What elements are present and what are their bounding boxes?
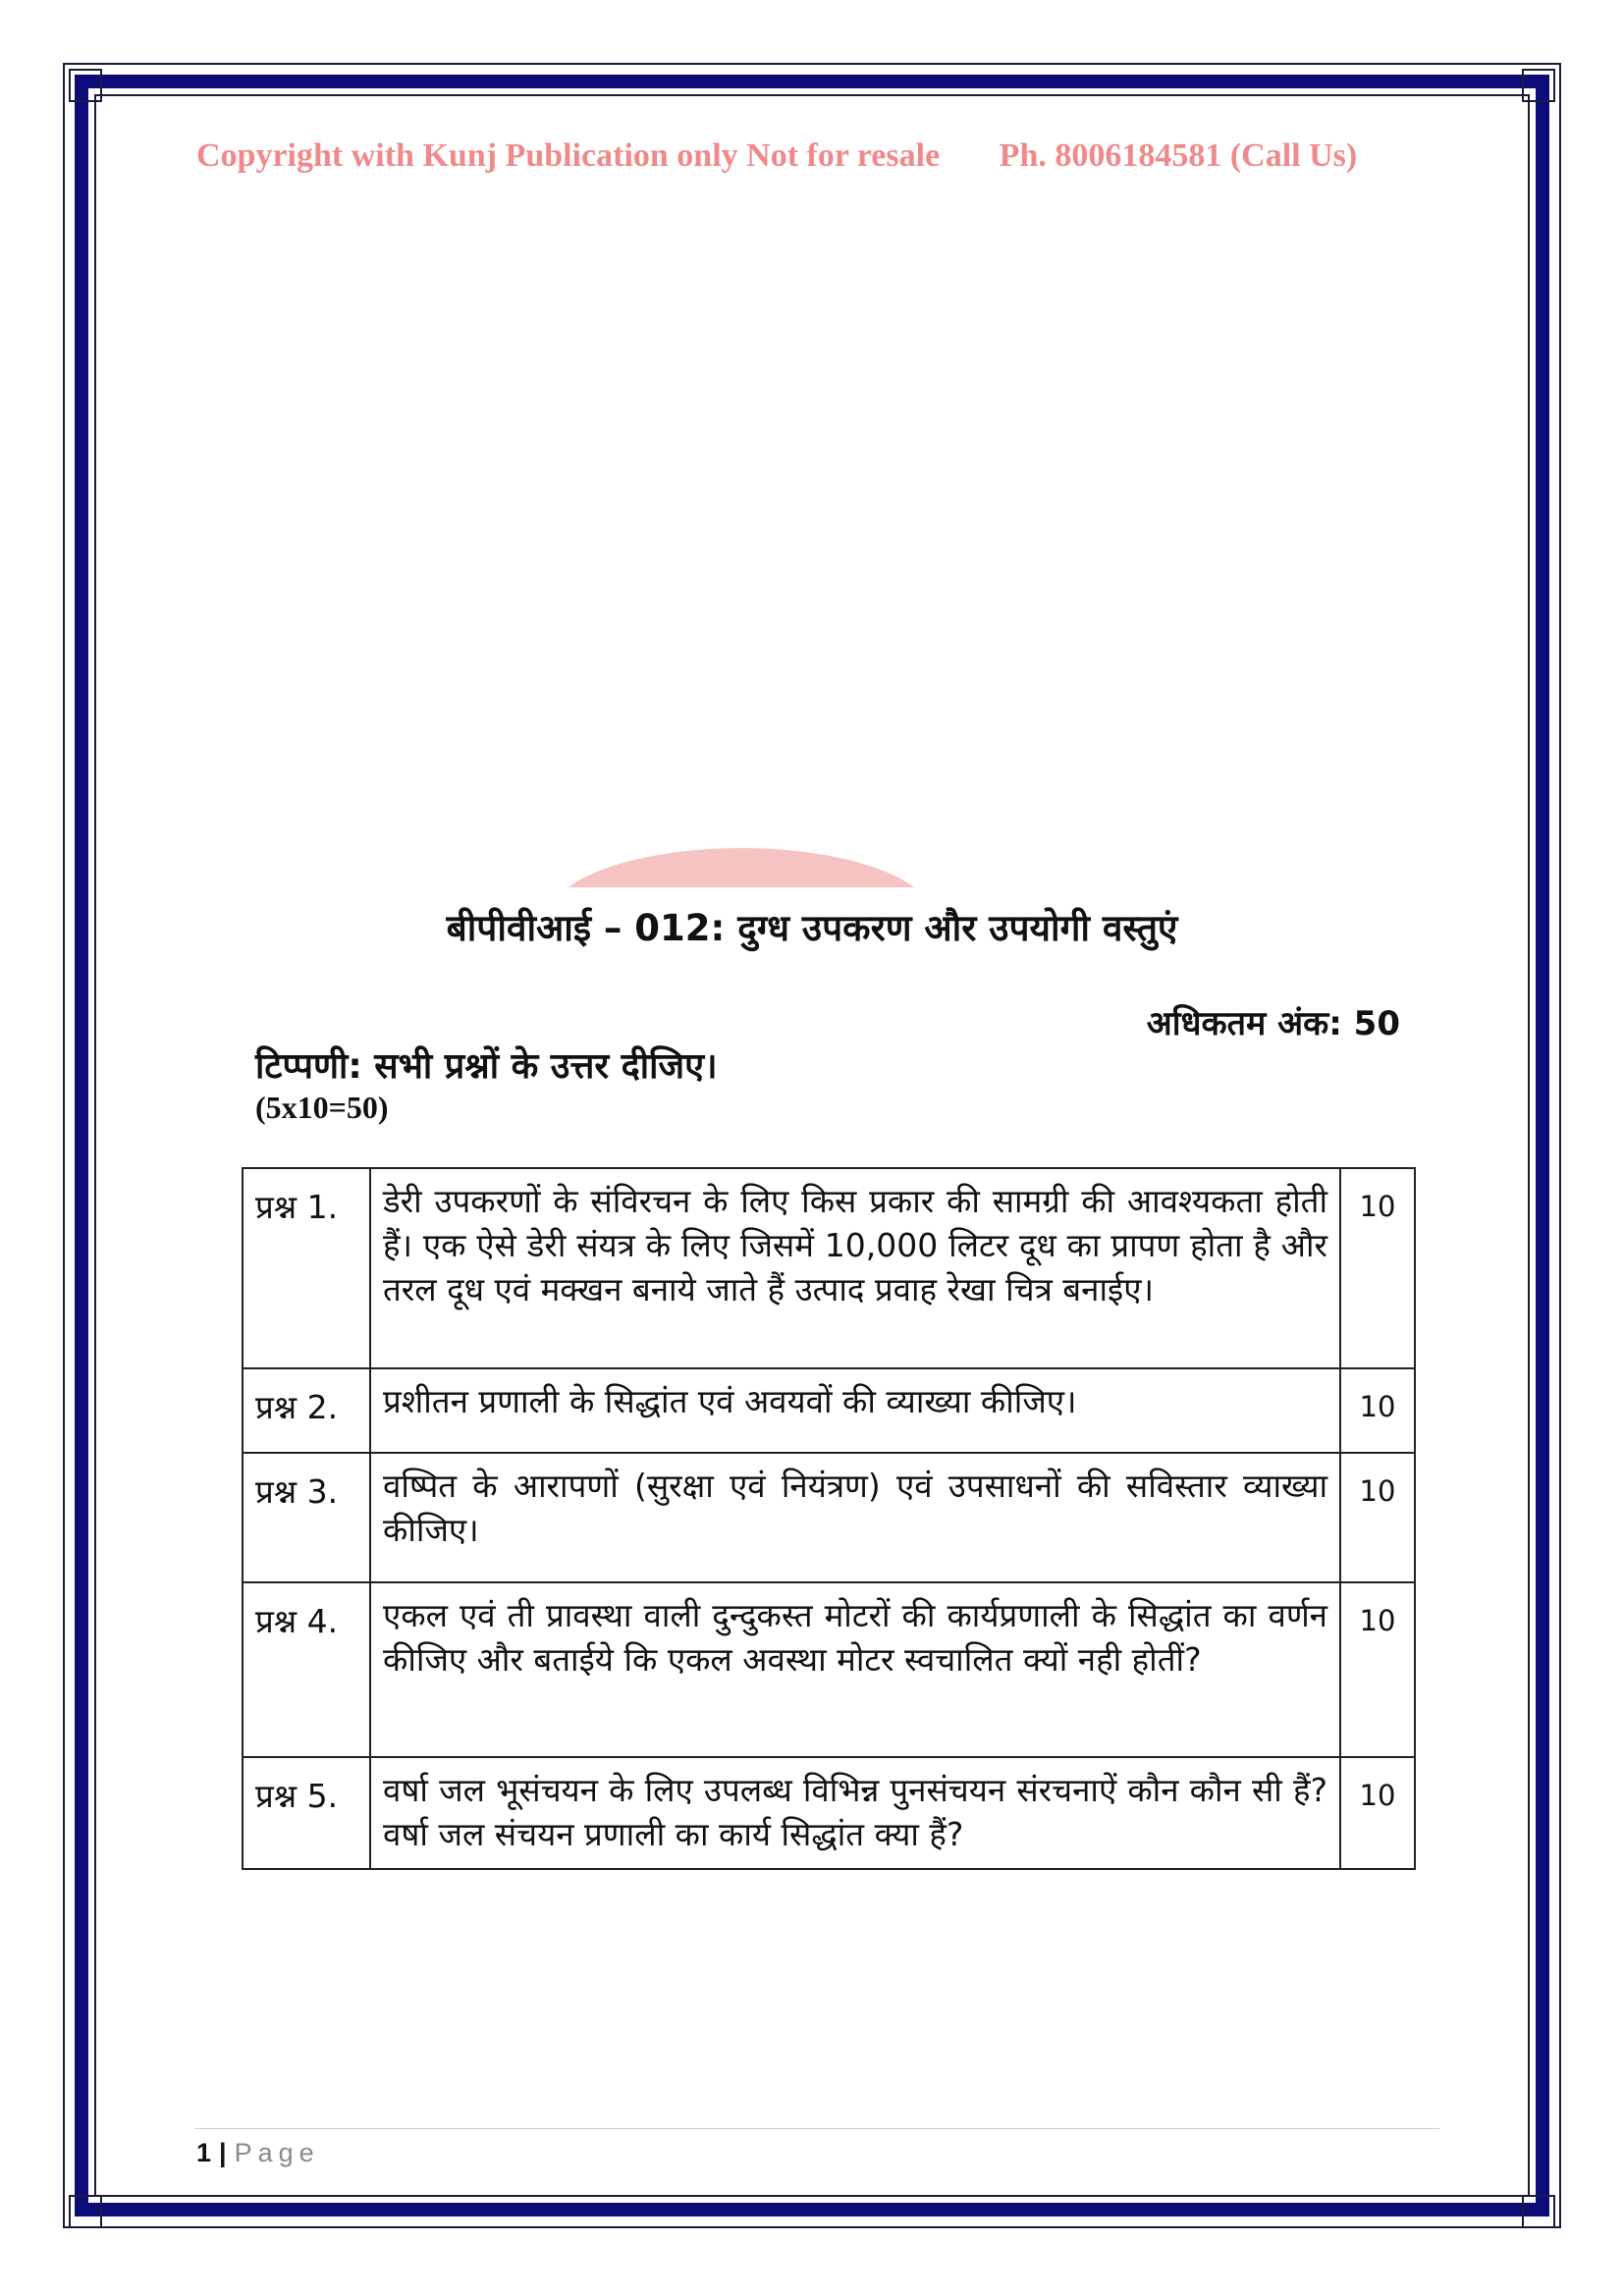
question-text: एकल एवं ती प्रावस्था वाली दुन्दुकस्त मोटरों की कार्यप्रणाली के सिद्धांत का वर्णन कीजिए और बताईये कि एकल अवस्था मोटर स्वचालित क्यों नही होतीं? xyxy=(370,1582,1340,1757)
border-corner-bottom-left xyxy=(69,2195,102,2228)
question-marks: 10 xyxy=(1340,1757,1415,1869)
page-label: Page xyxy=(234,2138,320,2167)
questions-table xyxy=(242,1167,1416,1870)
question-text: डेरी उपकरणों के संविरचन के लिए किस प्रकार की सामग्री की आवश्यकता होती हैं। एक ऐसे डेरी संयत्र के लिए जिसमें 10,000 लिटर दूध का प्रापण होता है और तरल दूध एवं मक्खन बनाये जाते हैं उत्पाद प्रवाह रेखा चित्र बनाईए। xyxy=(370,1168,1340,1368)
question-number: प्रश्न 1. xyxy=(243,1168,370,1368)
border-corner-top-right xyxy=(1522,69,1555,102)
page-footer xyxy=(196,2138,320,2168)
instructions-note: टिप्पणी: सभी प्रश्नों के उत्तर दीजिए। xyxy=(255,1046,718,1087)
page-separator: | xyxy=(219,2138,227,2167)
question-row xyxy=(243,1168,1415,1368)
watermark-arc xyxy=(550,848,933,887)
question-text: वष्पित के आरापणों (सुरक्षा एवं नियंत्रण) एवं उपसाधनों की सविस्तार व्याख्या कीजिए। xyxy=(370,1453,1340,1582)
question-marks: 10 xyxy=(1340,1168,1415,1368)
question-marks: 10 xyxy=(1340,1368,1415,1453)
question-number: प्रश्न 4. xyxy=(243,1582,370,1757)
question-number: प्रश्न 2. xyxy=(243,1368,370,1453)
question-row xyxy=(243,1453,1415,1582)
marks-formula: (5x10=50) xyxy=(255,1090,389,1125)
question-marks: 10 xyxy=(1340,1453,1415,1582)
question-number: प्रश्न 3. xyxy=(243,1453,370,1582)
border-corner-bottom-right xyxy=(1522,2195,1555,2228)
question-marks: 10 xyxy=(1340,1582,1415,1757)
question-text: प्रशीतन प्रणाली के सिद्धांत एवं अवयवों की व्याख्या कीजिए। xyxy=(370,1368,1340,1453)
max-marks: अधिकतम अंक: 50 xyxy=(1146,1004,1400,1043)
question-text: वर्षा जल भूसंचयन के लिए उपलब्ध विभिन्न पुनसंचयन संरचनाऐं कौन कौन सी हैं? वर्षा जल संचयन प्रणाली का कार्य सिद्धांत क्या हैं? xyxy=(370,1757,1340,1869)
copyright-text: Copyright with Kunj Publication only Not for resale xyxy=(196,137,941,174)
question-row xyxy=(243,1582,1415,1757)
copyright-header xyxy=(196,137,1434,175)
question-number: प्रश्न 5. xyxy=(243,1757,370,1869)
question-row xyxy=(243,1368,1415,1453)
footer-divider xyxy=(194,2128,1439,2129)
border-corner-top-left xyxy=(69,69,102,102)
contact-phone: Ph. 8006184581 (Call Us) xyxy=(999,137,1358,174)
document-title: बीपीवीआई – 012: दुग्ध उपकरण और उपयोगी वस्तुएं xyxy=(446,907,1178,949)
question-row xyxy=(243,1757,1415,1869)
page-number: 1 xyxy=(196,2138,212,2167)
page-border-inner xyxy=(94,94,1530,2197)
